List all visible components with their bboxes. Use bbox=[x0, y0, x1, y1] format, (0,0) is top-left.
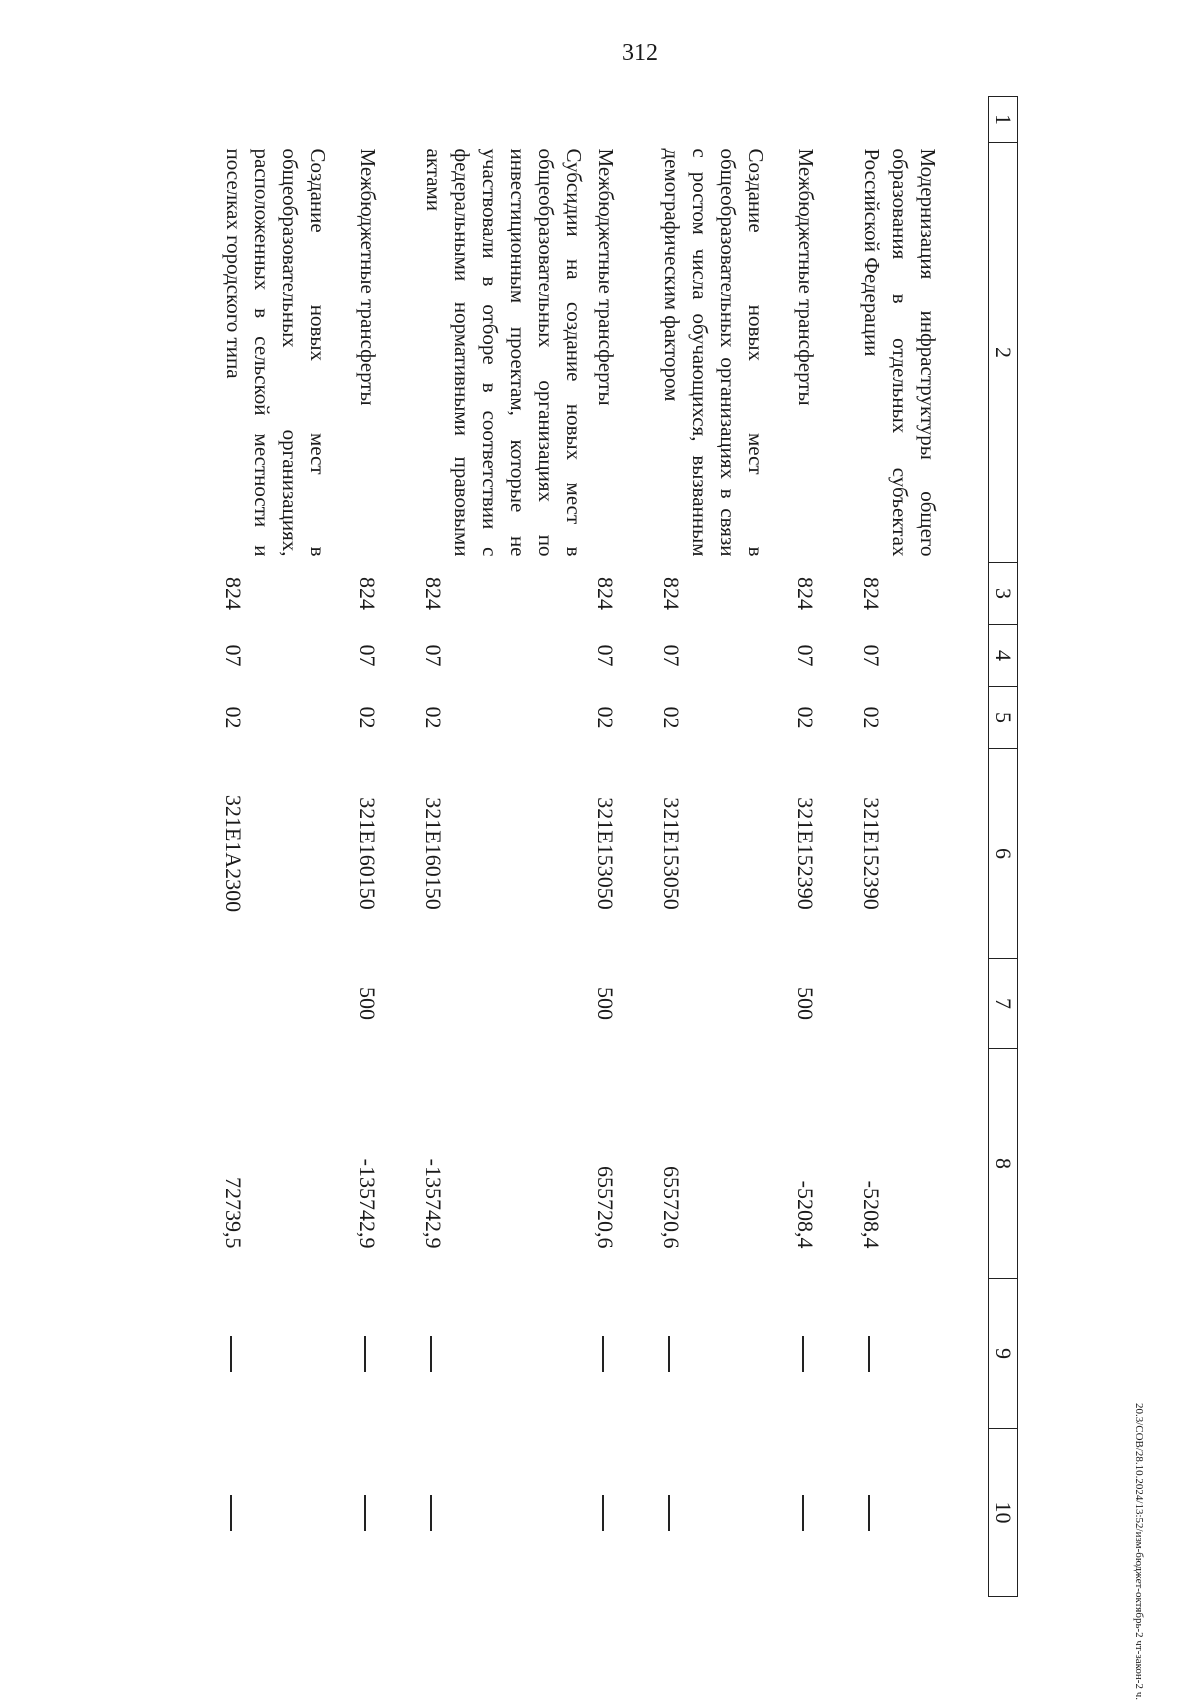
cell-admin-code: 824 bbox=[421, 577, 446, 610]
dash-mark bbox=[868, 1495, 870, 1531]
cell-col9 bbox=[350, 1279, 416, 1429]
cell-subsection: 02 bbox=[793, 706, 818, 729]
header-cell: 2 bbox=[989, 143, 1018, 563]
cell-target-article: 321E1A2300 bbox=[221, 794, 246, 913]
cell-amount: -135742,9 bbox=[355, 1158, 380, 1249]
cell-subsection: 02 bbox=[859, 706, 884, 729]
dash-mark bbox=[668, 1495, 670, 1531]
cell-section: 07 bbox=[593, 644, 618, 667]
table-row bbox=[416, 97, 588, 1597]
cell-col9 bbox=[588, 1279, 654, 1429]
cell-subsection: 02 bbox=[221, 706, 246, 729]
header-cell: 6 bbox=[989, 749, 1018, 959]
cell-admin-code: 824 bbox=[793, 577, 818, 610]
cell-col9 bbox=[654, 1279, 788, 1429]
cell-section: 07 bbox=[659, 644, 684, 667]
dash-mark bbox=[364, 1336, 366, 1372]
dash-mark bbox=[802, 1495, 804, 1531]
header-cell: 10 bbox=[989, 1429, 1018, 1597]
dash-mark bbox=[230, 1336, 232, 1372]
cell-col9 bbox=[416, 1279, 588, 1429]
cell-section: 07 bbox=[859, 644, 884, 667]
dash-mark bbox=[430, 1495, 432, 1531]
cell-col10 bbox=[788, 1429, 854, 1597]
dash-mark bbox=[602, 1336, 604, 1372]
cell-expense-type: 500 bbox=[355, 987, 380, 1020]
cell-section: 07 bbox=[421, 644, 446, 667]
table-row bbox=[588, 97, 654, 1597]
cell-col10 bbox=[350, 1429, 416, 1597]
table-row bbox=[788, 97, 854, 1597]
cell-section: 07 bbox=[793, 644, 818, 667]
cell-col10 bbox=[216, 1429, 350, 1597]
row-name: Межбюджетные трансферты bbox=[356, 148, 380, 406]
dash-mark bbox=[430, 1336, 432, 1372]
cell-col9 bbox=[854, 1279, 989, 1429]
dash-mark bbox=[668, 1336, 670, 1372]
cell-expense-type bbox=[854, 959, 989, 1049]
cell-amount: -5208,4 bbox=[793, 1180, 818, 1249]
cell-subsection: 02 bbox=[355, 706, 380, 729]
budget-table bbox=[216, 96, 1018, 1597]
dash-mark bbox=[868, 1336, 870, 1372]
header-cell: 3 bbox=[989, 563, 1018, 625]
cell-subsection: 02 bbox=[659, 706, 684, 729]
cell-admin-code: 824 bbox=[355, 577, 380, 610]
header-cell: 5 bbox=[989, 687, 1018, 749]
cell-admin-code: 824 bbox=[859, 577, 884, 610]
budget-table-rotated bbox=[168, 96, 1018, 1596]
cell-target-article: 321E152390 bbox=[793, 797, 818, 910]
cell-subsection: 02 bbox=[593, 706, 618, 729]
cell-expense-type bbox=[654, 959, 788, 1049]
cell-expense-type bbox=[216, 959, 350, 1049]
header-cell: 1 bbox=[989, 97, 1018, 143]
cell-col10 bbox=[654, 1429, 788, 1597]
page-number: 312 bbox=[622, 40, 658, 66]
cell-target-article: 321E160150 bbox=[421, 797, 446, 910]
header-cell: 8 bbox=[989, 1049, 1018, 1279]
dash-mark bbox=[230, 1495, 232, 1531]
dash-mark bbox=[802, 1336, 804, 1372]
cell-expense-type: 500 bbox=[793, 987, 818, 1020]
header-cell: 7 bbox=[989, 959, 1018, 1049]
table-row bbox=[216, 97, 350, 1597]
cell-amount: 655720,6 bbox=[593, 1166, 618, 1249]
cell-section: 07 bbox=[355, 644, 380, 667]
cell-amount: 655720,6 bbox=[659, 1166, 684, 1249]
table-row bbox=[350, 97, 416, 1597]
cell-target-article: 321E152390 bbox=[859, 797, 884, 910]
cell-admin-code: 824 bbox=[221, 577, 246, 610]
cell-col9 bbox=[216, 1279, 350, 1429]
cell-admin-code: 824 bbox=[593, 577, 618, 610]
cell-expense-type: 500 bbox=[593, 987, 618, 1020]
footer-code: 20.3/СОВ/28.10.2024/13:52/изм-бюджет-октябрь-2 чт-закон-2 ч. bbox=[1133, 1402, 1145, 1700]
header-cell: 9 bbox=[989, 1279, 1018, 1429]
dash-mark bbox=[364, 1495, 366, 1531]
row-name: Субсидии на создание новых мест в общеобразовательных организациях по инвестиционным проектам, которые не участвовали в отборе в соответствии с федеральными нормативными правовыми актами bbox=[422, 148, 586, 557]
cell-subsection: 02 bbox=[421, 706, 446, 729]
header-row bbox=[989, 97, 1018, 1597]
row-name: Межбюджетные трансферты bbox=[794, 148, 818, 406]
header-cell: 4 bbox=[989, 625, 1018, 687]
row-name: Модернизация инфраструктуры общего образования в отдельных субъектах Российской Федерации bbox=[860, 148, 940, 557]
cell-col10 bbox=[854, 1429, 989, 1597]
cell-admin-code: 824 bbox=[659, 577, 684, 610]
row-name: Создание новых мест в общеобразовательных организациях в связи с ростом числа обучающихся, вызванным демографическим фактором bbox=[660, 148, 768, 557]
cell-col9 bbox=[788, 1279, 854, 1429]
cell-amount: 72739,5 bbox=[221, 1177, 246, 1249]
cell-target-article: 321E160150 bbox=[355, 797, 380, 910]
cell-target-article: 321E153050 bbox=[659, 797, 684, 910]
cell-amount: -135742,9 bbox=[421, 1158, 446, 1249]
cell-col10 bbox=[416, 1429, 588, 1597]
cell-amount: -5208,4 bbox=[859, 1180, 884, 1249]
table-row bbox=[854, 97, 989, 1597]
dash-mark bbox=[602, 1495, 604, 1531]
row-name: Создание новых мест в общеобразовательных организациях, расположенных в сельской местности и поселках городского типа bbox=[222, 148, 330, 557]
cell-expense-type bbox=[416, 959, 588, 1049]
cell-target-article: 321E153050 bbox=[593, 797, 618, 910]
cell-section: 07 bbox=[221, 644, 246, 667]
table-row bbox=[654, 97, 788, 1597]
row-name: Межбюджетные трансферты bbox=[594, 148, 618, 406]
cell-col10 bbox=[588, 1429, 654, 1597]
